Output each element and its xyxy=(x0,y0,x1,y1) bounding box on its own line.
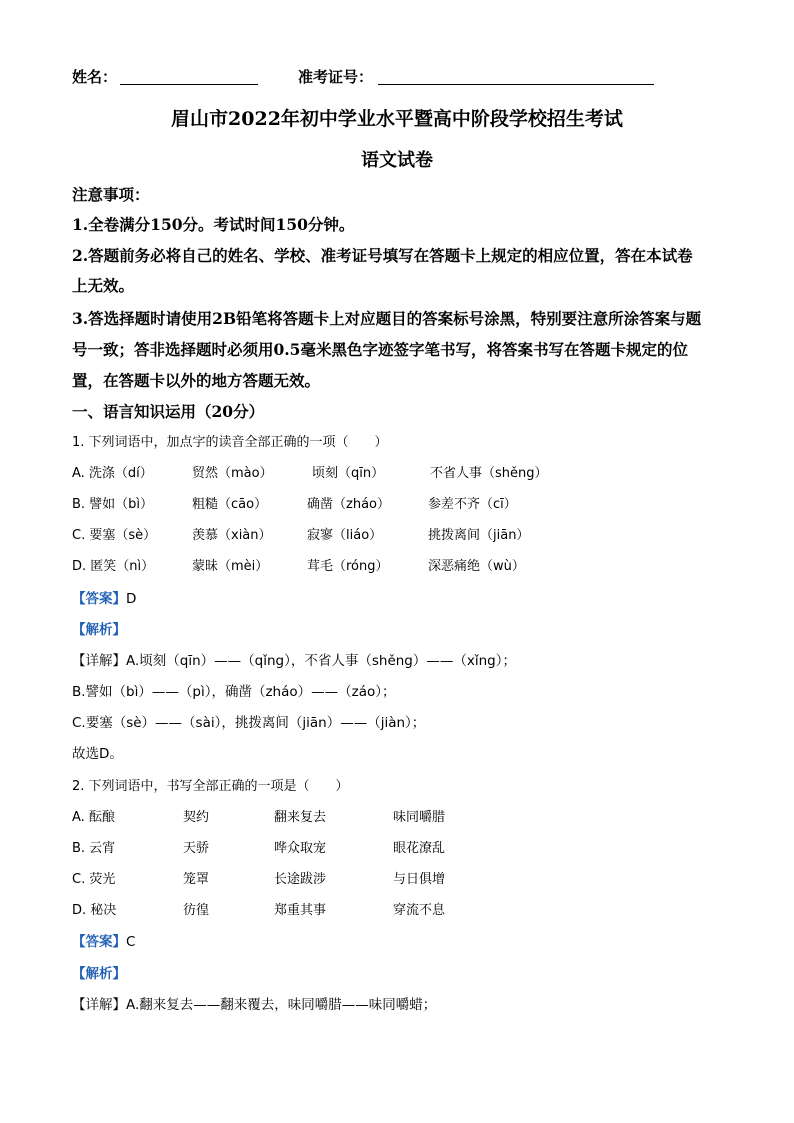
option-d-word4: 穿流不息 xyxy=(393,903,446,918)
option-c-word4: 与日俱增 xyxy=(393,872,446,887)
option-b-word3: 确凿（zháo） xyxy=(307,497,390,512)
answer-tag: 【答案】 xyxy=(72,591,126,607)
option-c-word2: 羡慕（xiàn） xyxy=(192,528,272,543)
answer-value: C xyxy=(126,934,136,950)
option-c-word4: 挑拨离间（jiān） xyxy=(428,528,530,543)
option-d-word2: 蒙昧（mèi） xyxy=(192,559,269,574)
exam-id-field[interactable] xyxy=(378,84,654,85)
detail-text: A.顷刻（qīn）——（qǐng），不省人事（shěng）——（xǐng）； xyxy=(126,653,516,669)
notice-heading: 注意事项： xyxy=(72,185,150,204)
option-d-label: D. 秘决 xyxy=(72,903,117,918)
detail-tag: 【详解】 xyxy=(72,997,126,1013)
option-b-label: B. 譬如（bì） xyxy=(72,497,154,512)
notice-line: 2.答题前务必将自己的姓名、学校、准考证号填写在答题卡上规定的相应位置，答在本试卷 xyxy=(72,246,693,265)
exam-id-label: 准考证号： xyxy=(298,68,374,86)
option-d-word4: 深恶痛绝（wù） xyxy=(428,559,525,574)
option-c-label: C. 要塞（sè） xyxy=(72,528,157,543)
option-a-word2: 贸然（mào） xyxy=(192,466,273,481)
detail-text: A.翻来复去——翻来覆去，味同嚼腊——味同嚼蜡； xyxy=(126,997,437,1013)
option-a-word2: 契约 xyxy=(183,810,210,825)
question-stem: 2. 下列词语中，书写全部正确的一项是（ ） xyxy=(72,779,349,794)
answer-value: D xyxy=(126,591,137,607)
notice-line: 3.答选择题时请使用2B铅笔将答题卡上对应题目的答案标号涂黑，特别要注意所涂答案与题 xyxy=(72,309,702,328)
option-d-word2: 彷徨 xyxy=(183,903,210,918)
option-a-label: A. 酝酿 xyxy=(72,810,115,825)
option-b-label: B. 云宵 xyxy=(72,841,116,856)
notice-line: 1.全卷满分150分。考试时间150分钟。 xyxy=(72,215,355,234)
answer-row xyxy=(72,587,136,607)
page-title: 眉山市2022年初中学业水平暨高中阶段学校招生考试 xyxy=(171,108,623,130)
option-a-word3: 翻来复去 xyxy=(274,810,327,825)
option-a-label: A. 洗涤（dí） xyxy=(72,466,153,481)
option-c-word3: 长途跋涉 xyxy=(274,872,327,887)
analysis-tag: 【解析】 xyxy=(72,966,126,982)
option-a-word3: 顷刻（qīn） xyxy=(312,466,385,481)
option-b-word2: 天骄 xyxy=(183,841,210,856)
name-label: 姓名： xyxy=(72,68,118,86)
name-field[interactable] xyxy=(120,84,258,85)
option-d-label: D. 匿笑（nì） xyxy=(72,559,155,574)
option-a-word4: 不省人事（shěng） xyxy=(430,466,548,481)
option-b-word4: 参差不齐（cī） xyxy=(428,497,517,512)
detail-row xyxy=(72,993,436,1013)
analysis-row xyxy=(72,618,126,638)
option-b-word2: 粗糙（cāo） xyxy=(192,497,268,512)
detail-row xyxy=(72,649,516,669)
option-c-word2: 笼罩 xyxy=(183,872,210,887)
analysis-tag: 【解析】 xyxy=(72,622,126,638)
option-c-label: C. 荧光 xyxy=(72,872,116,887)
option-c-word3: 寂寥（liáo） xyxy=(307,528,383,543)
detail-text: C.要塞（sè）——（sài），挑拨离间（jiān）——（jiàn）； xyxy=(72,715,426,731)
option-d-word3: 茸毛（róng） xyxy=(307,559,389,574)
detail-text: B.譬如（bì）——（pì），确凿（zháo）——（záo）； xyxy=(72,684,396,700)
answer-tag: 【答案】 xyxy=(72,934,126,950)
notice-line: 号一致；答非选择题时必须用0.5毫米黑色字迹签字笔书写，将答案书写在答题卡规定的位 xyxy=(72,340,688,359)
page-subtitle: 语文试卷 xyxy=(361,150,433,171)
answer-row xyxy=(72,930,135,950)
option-d-word3: 郑重其事 xyxy=(274,903,327,918)
notice-line: 置，在答题卡以外的地方答题无效。 xyxy=(72,371,321,390)
option-a-word4: 味同嚼腊 xyxy=(393,810,446,825)
notice-line: 上无效。 xyxy=(72,276,135,295)
analysis-row xyxy=(72,962,126,982)
option-b-word4: 眼花潦乱 xyxy=(393,841,446,856)
section-heading: 一、语言知识运用（20分） xyxy=(72,402,265,421)
option-b-word3: 哗众取宠 xyxy=(274,841,327,856)
detail-text: 故选D。 xyxy=(72,746,123,762)
question-stem: 1. 下列词语中，加点字的读音全部正确的一项（ ） xyxy=(72,435,388,450)
detail-tag: 【详解】 xyxy=(72,653,126,669)
